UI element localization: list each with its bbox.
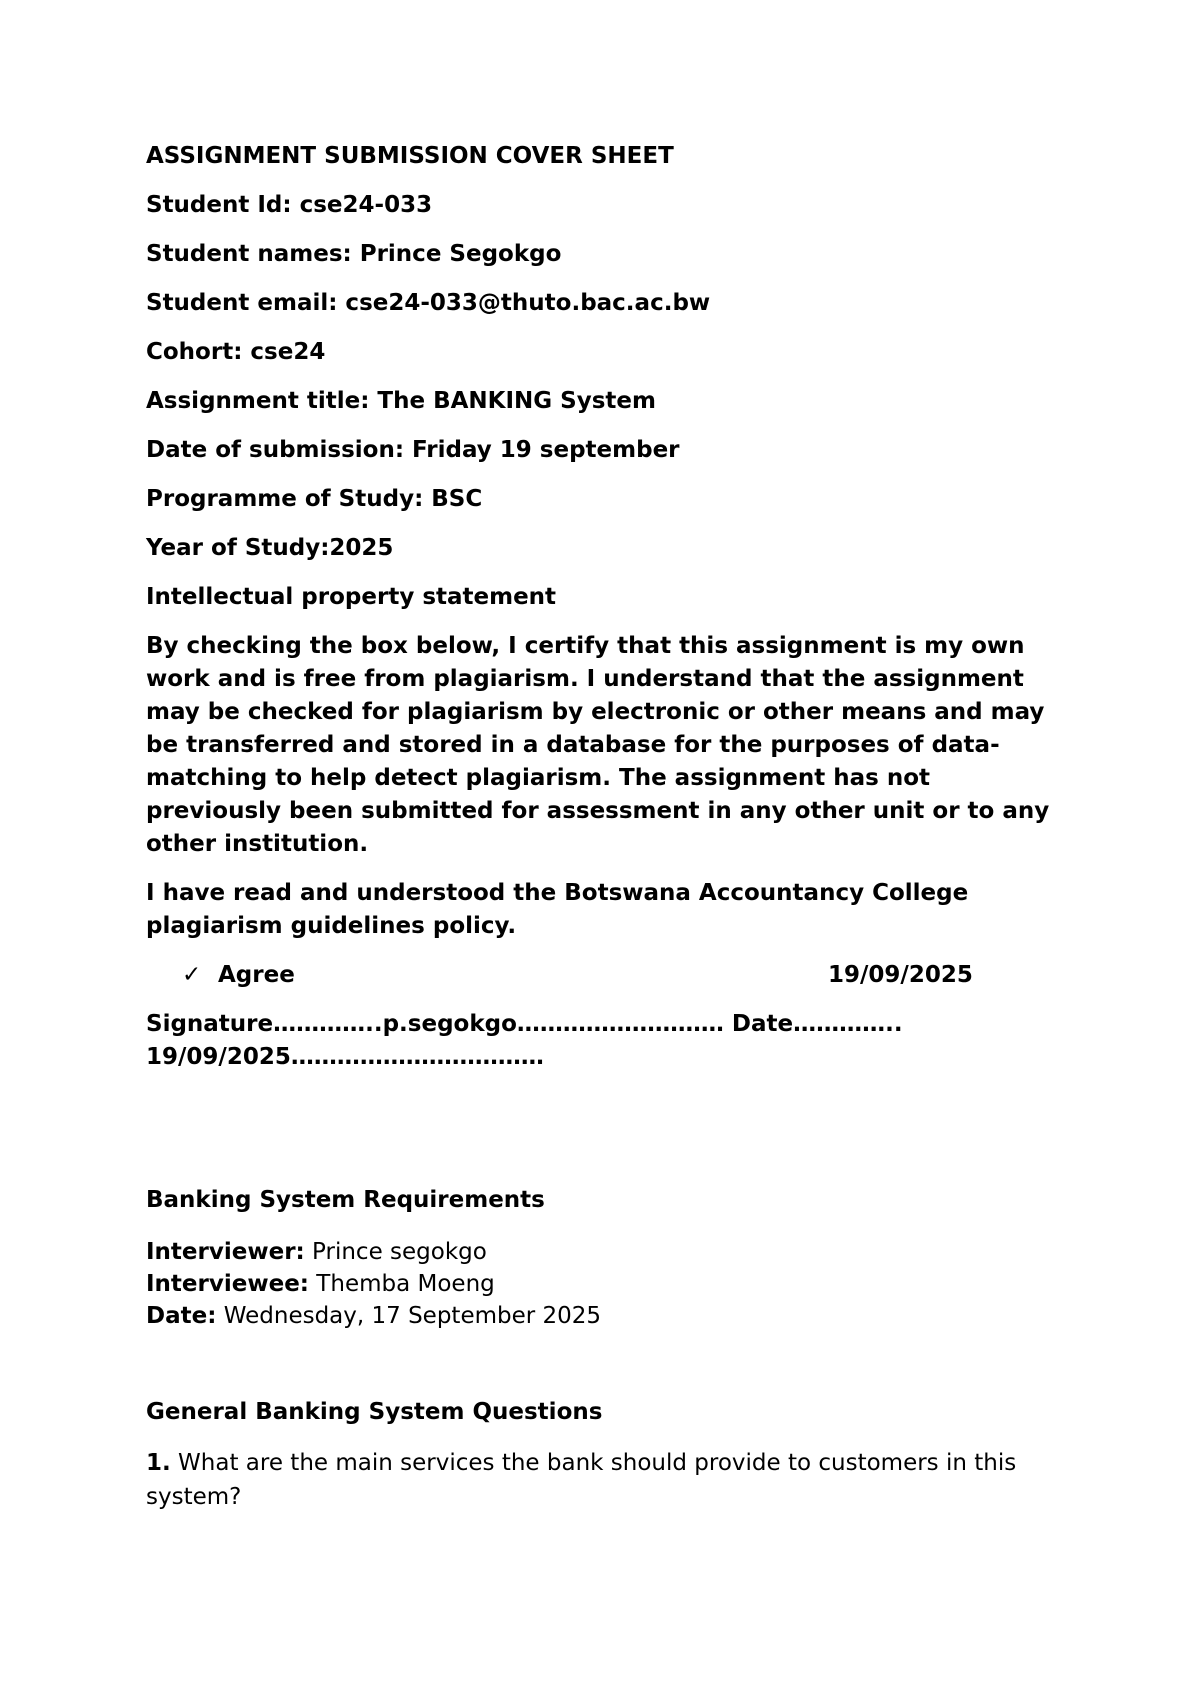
agree-date: 19/09/2025 [828,962,973,988]
interview-meta [146,1236,601,1332]
general-questions-heading: General Banking System Questions [146,1399,603,1425]
student-id: Student Id: cse24-033 [146,192,433,218]
question-1-text: What are the main services the bank should provide to customers in this system? [146,1450,1017,1510]
question-1-number: 1. [146,1450,171,1476]
question-1 [146,1446,1046,1514]
interviewee-line [146,1268,601,1300]
ip-paragraph: By checking the box below, I certify that this assignment is my own work and is free from plagiarism. I understand that the assignment may be checked for plagiarism by electronic or other means and may be transferred and stored in a database for the purposes of data-matching to help detect plagiarism. The assignment has not previously been submitted for assessment in any other unit or to any other institution. [146,633,1050,857]
requirements-heading: Banking System Requirements [146,1187,545,1213]
date-line [146,1300,601,1332]
interviewer-label: Interviewer: [146,1239,305,1265]
cohort: Cohort: cse24 [146,339,326,365]
signature-line: Signature…………..p.segokgo……………………… Date………….. 19/09/2025…………………………… [146,1011,903,1070]
ip-heading: Intellectual property statement [146,584,557,610]
date-label: Date: [146,1303,217,1329]
interviewee-label: Interviewee: [146,1271,309,1297]
date-value: Wednesday, 17 September 2025 [216,1303,602,1329]
cover-title: ASSIGNMENT SUBMISSION COVER SHEET [146,143,674,169]
interviewee-value: Themba Moeng [309,1271,495,1297]
document-page [146,140,1066,1510]
interviewer-line [146,1236,601,1268]
checkmark-icon: ✓ [182,962,202,988]
agree-label: Agree [218,962,295,988]
year-of-study: Year of Study:2025 [146,535,394,561]
agree-row [146,959,1066,992]
date-of-submission: Date of submission: Friday 19 september [146,437,680,463]
assignment-title: Assignment title: The BANKING System [146,388,656,414]
interviewer-value: Prince segokgo [304,1239,487,1265]
student-names: Student names: Prince Segokgo [146,241,562,267]
programme-of-study: Programme of Study: BSC [146,486,483,512]
student-email: Student email: cse24-033@thuto.bac.ac.bw [146,290,711,316]
policy-statement: I have read and understood the Botswana Accountancy College plagiarism guidelines policy. [146,880,969,939]
